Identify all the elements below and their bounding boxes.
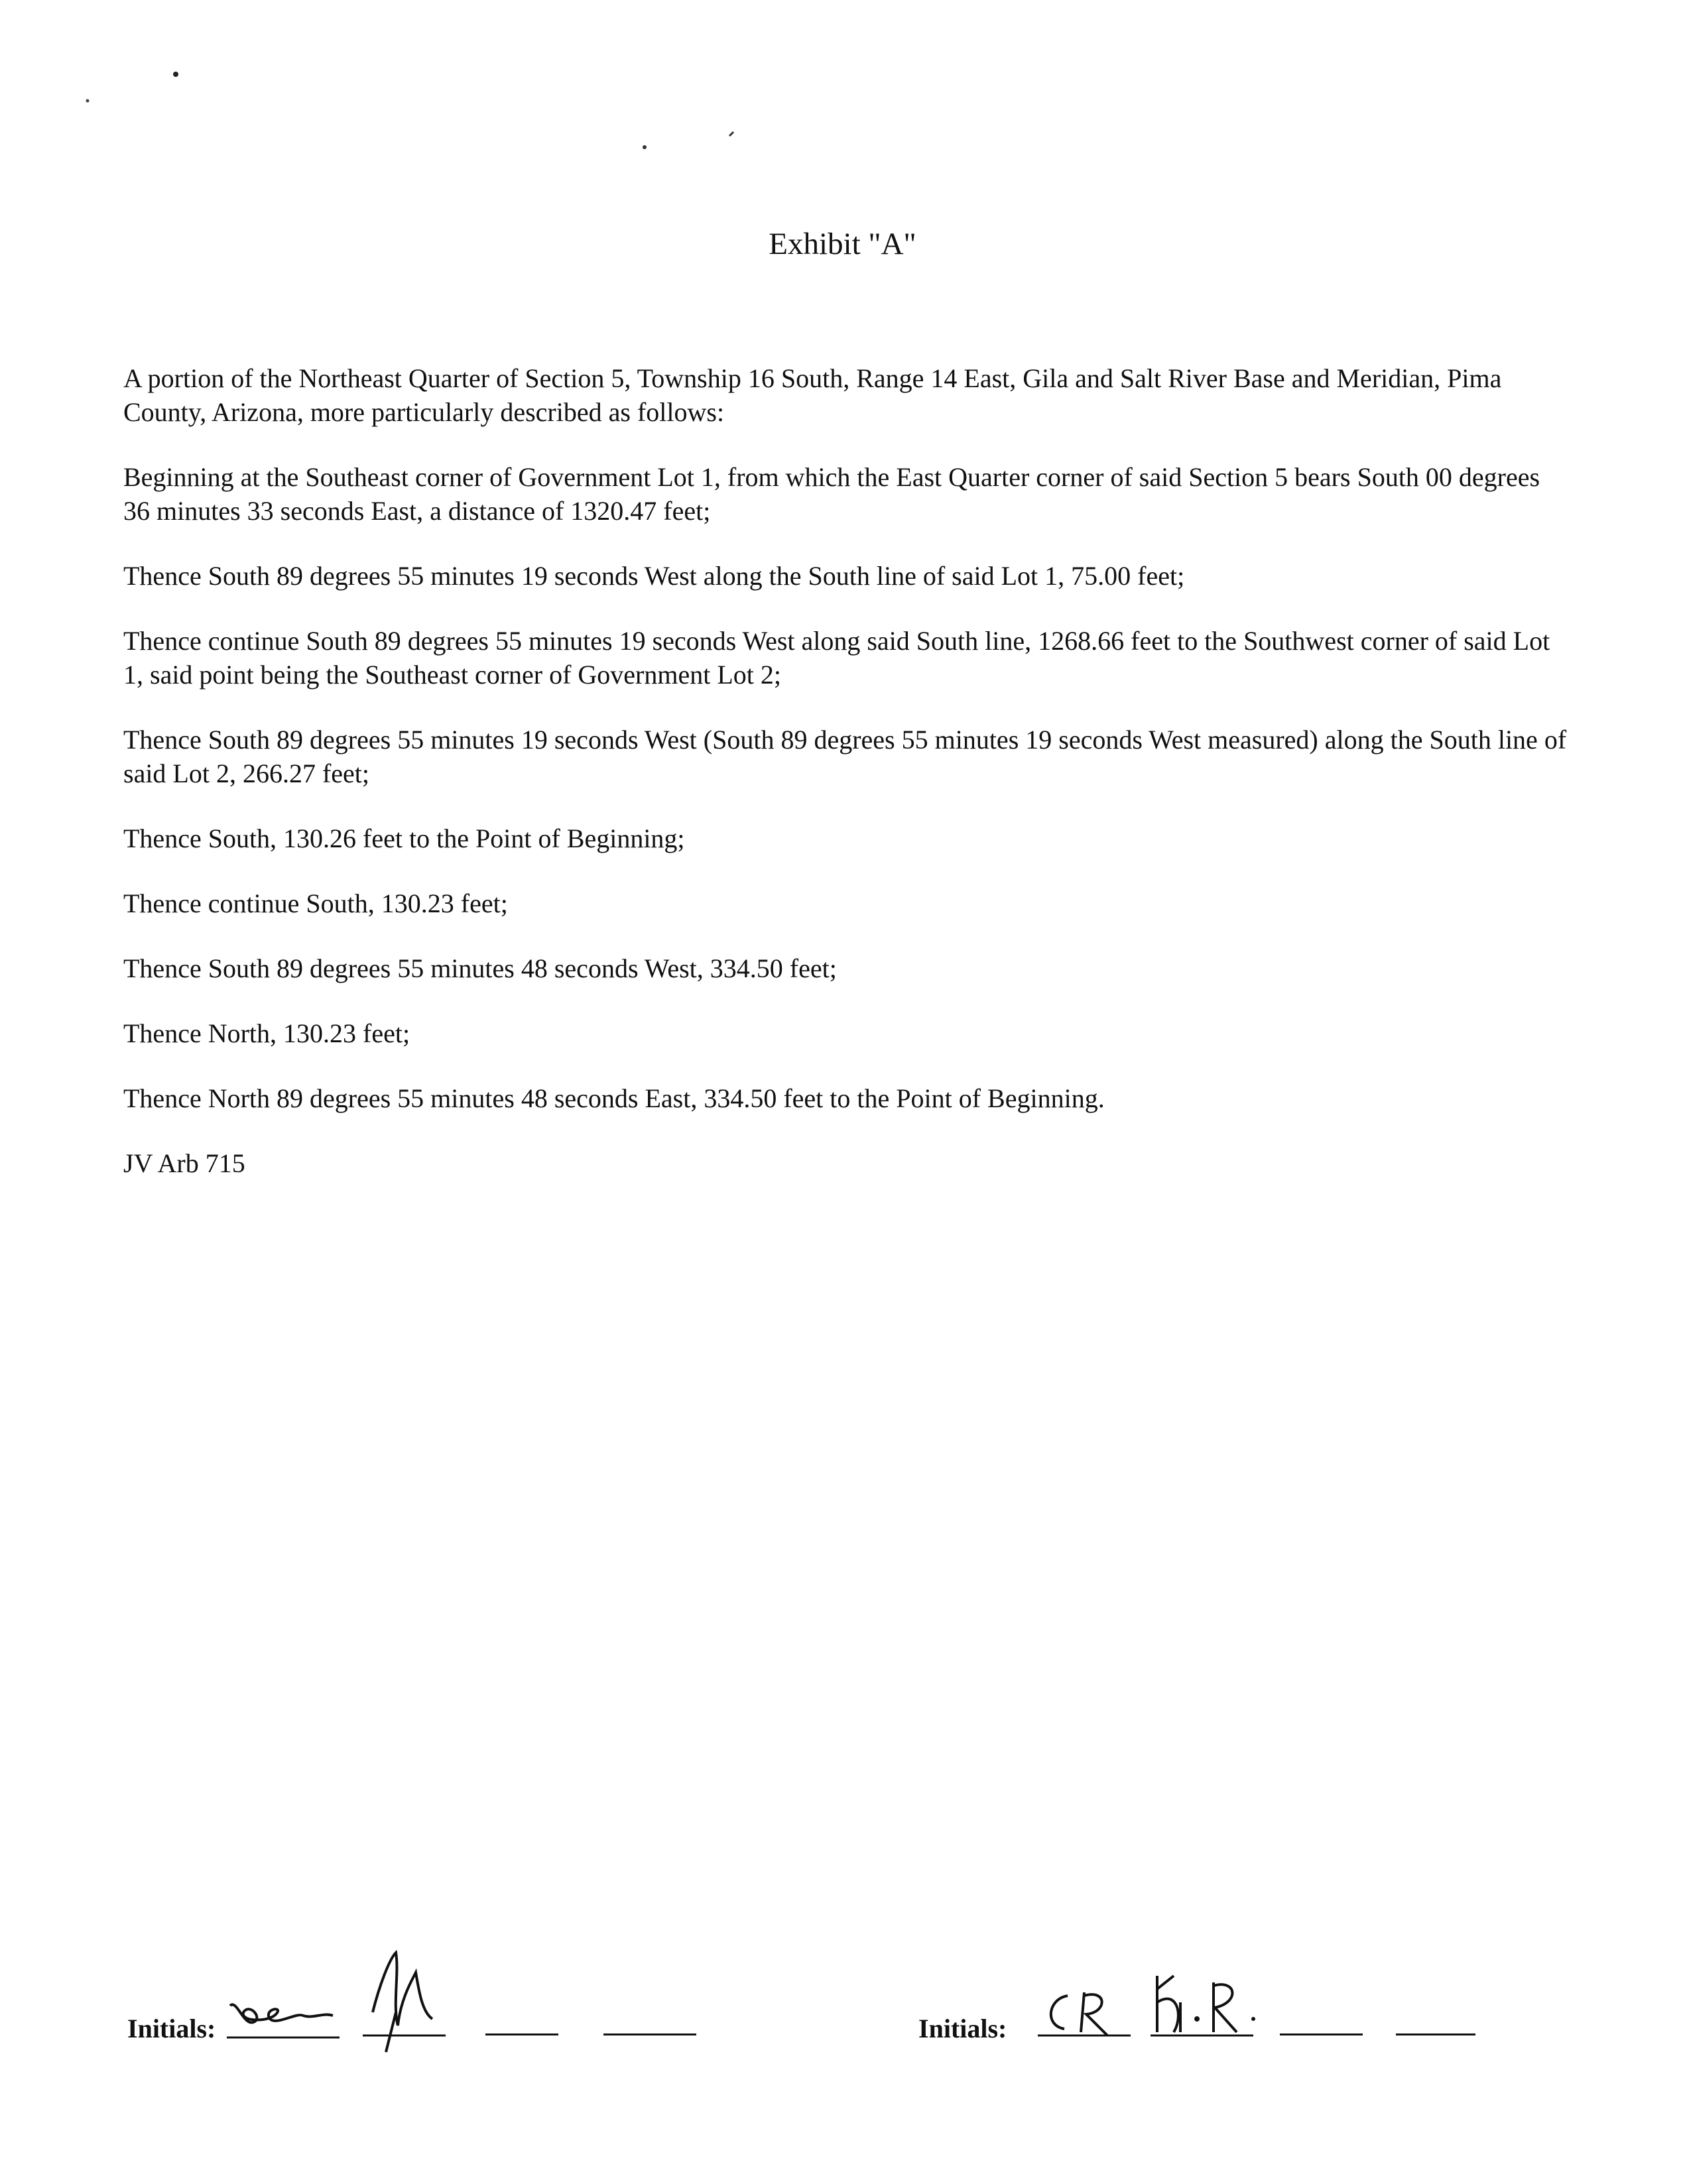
handwritten-initial-left-2 bbox=[359, 1946, 452, 2059]
handwritten-initial-left-1 bbox=[223, 1986, 343, 2045]
legal-description bbox=[123, 361, 1569, 1211]
paragraph-beginning: Beginning at the Southeast corner of Government Lot 1, from which the East Quarter corner of said Section 5 bears South 00 degrees 36 minutes 33 seconds East, a distance of 1320.47 feet; bbox=[123, 462, 1540, 526]
scan-specks bbox=[0, 0, 796, 172]
blank-line bbox=[1396, 2033, 1475, 2035]
paragraph-course-1: Thence South 89 degrees 55 minutes 19 seconds West along the South line of said Lot 1, 75.00 feet; bbox=[123, 561, 1185, 591]
initials-label-right: Initials: bbox=[918, 2014, 1007, 2043]
initials-block-left bbox=[127, 1946, 724, 2059]
paragraph-course-6: Thence South 89 degrees 55 minutes 48 seconds West, 334.50 feet; bbox=[123, 953, 837, 983]
blank-line bbox=[1280, 2033, 1363, 2035]
blank-line bbox=[603, 2033, 696, 2035]
initials-label-left: Initials: bbox=[127, 2014, 216, 2043]
handwritten-initial-right-2 bbox=[1147, 1963, 1267, 2049]
page-title: Exhibit "A" bbox=[769, 227, 916, 261]
paragraph-course-3: Thence South 89 degrees 55 minutes 19 seconds West (South 89 degrees 55 minutes 19 seconds West measured) along the South line of said Lot 2, 266.27 feet; bbox=[123, 725, 1567, 788]
reference-code: JV Arb 715 bbox=[123, 1148, 245, 1178]
handwritten-initial-right-1 bbox=[1034, 1976, 1134, 2049]
paragraph-course-5: Thence continue South, 130.23 feet; bbox=[123, 888, 508, 918]
paragraph-course-2: Thence continue South 89 degrees 55 minutes 19 seconds West along said South line, 1268.66 feet to the Southwest corner of said Lot 1, said point being the Southeast corner of Government Lot 2; bbox=[123, 626, 1550, 690]
blank-line bbox=[485, 2033, 558, 2035]
paragraph-intro: A portion of the Northeast Quarter of Section 5, Township 16 South, Range 14 East, Gila and Salt River Base and Meridian, Pima County, Arizona, more particularly described as follows: bbox=[123, 363, 1502, 427]
paragraph-course-4: Thence South, 130.26 feet to the Point of Beginning; bbox=[123, 823, 685, 853]
initials-block-right bbox=[918, 1946, 1515, 2059]
paragraph-course-8: Thence North 89 degrees 55 minutes 48 seconds East, 334.50 feet to the Point of Beginning. bbox=[123, 1083, 1105, 1113]
paragraph-course-7: Thence North, 130.23 feet; bbox=[123, 1018, 410, 1048]
